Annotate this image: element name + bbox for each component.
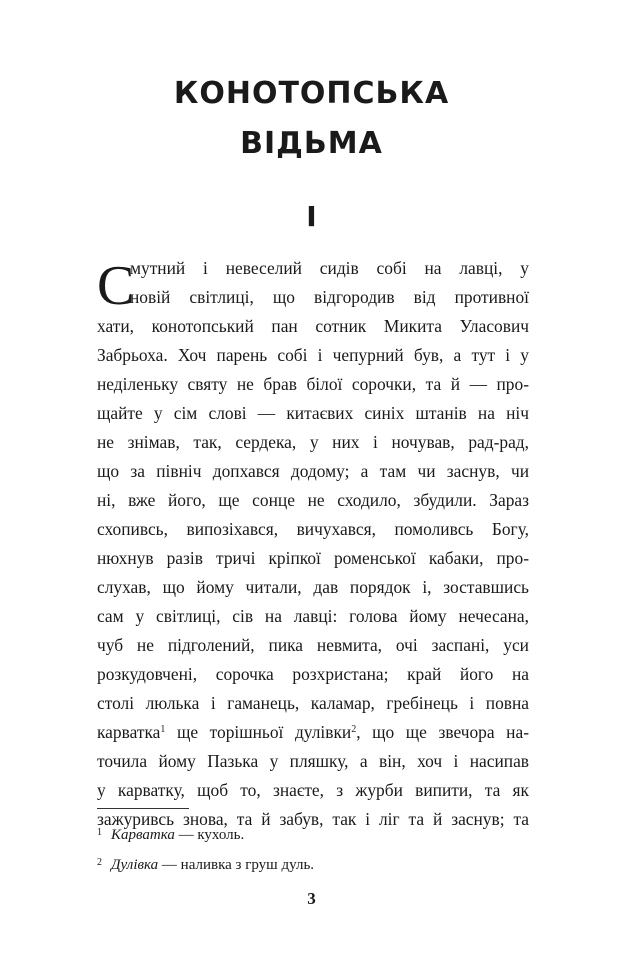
text-fragment: , що ще звечора на-	[356, 722, 529, 742]
text-line: слухав, що йому читали, дав порядок і, зоставшись	[97, 577, 529, 597]
footnote-divider	[97, 808, 189, 809]
body-text	[97, 254, 529, 834]
footnote-1	[97, 823, 244, 845]
text-fragment: ще торішньої дулівки	[176, 722, 352, 742]
text-line: Забрьоха. Хоч парень собі і чепурний був, а тут і у	[97, 345, 529, 365]
footnote-term: Карватка	[111, 827, 175, 843]
drop-cap: С	[97, 255, 135, 317]
footnote-ref-2[interactable]: 2	[351, 724, 357, 735]
title-line-1: КОНОТОПСЬКА	[173, 76, 450, 111]
text-line: щайте у сім слові — китаєвих синіх штанів на ніч	[97, 403, 529, 423]
footnote-text: — кухоль.	[174, 827, 245, 843]
footnote-number: 2	[97, 857, 102, 868]
footnote-term: Дулівка	[111, 857, 159, 873]
text-line-with-footnotes	[97, 718, 529, 747]
text-line: ні, вже його, ще сонце не сходило, збудили. Зараз	[97, 490, 529, 510]
text-line: точила йому Пазька у пляшку, а він, хоч і насипав	[97, 751, 529, 771]
footnote-text: — наливка з груш дуль.	[158, 857, 315, 873]
text-line: неділеньку святу не брав білої сорочки, та й — про-	[97, 374, 529, 394]
text-line: нюхнув разів тричі кріпкої роменської кабаки, про-	[97, 548, 529, 568]
text-line: зажуривсь знова, та й забув, так і ліг та й заснув; та	[97, 809, 529, 829]
text-line: не знімав, так, сердека, у них і ночував, рад-рад,	[97, 432, 529, 452]
text-line: столі люлька і гаманець, каламар, гребінець і повна	[97, 693, 529, 713]
title-line-2: ВІДЬМА	[240, 126, 383, 161]
footnote-number: 1	[97, 827, 102, 838]
page-number: 3	[307, 889, 316, 908]
text-line: новій світлиці, що відгородив від противної	[130, 287, 529, 307]
text-line: чуб не підголений, пика невмита, очі заспані, уси	[97, 635, 529, 655]
footnote-ref-1[interactable]: 1	[160, 724, 166, 735]
text-line: схопивсь, випозіхався, вичухався, помоливсь Богу,	[97, 519, 529, 539]
footnote-2	[97, 853, 314, 875]
text-fragment: карватка	[97, 722, 161, 742]
text-line: що за північ допхався додому; а там чи заснув, чи	[97, 461, 529, 481]
text-line: мутний і невеселий сидів собі на лавці, у	[130, 258, 529, 278]
text-line: хати, конотопський пан сотник Микита Уласович	[97, 316, 529, 336]
text-line: розкудовчені, сорочка розхристана; край його на	[97, 664, 529, 684]
text-line: у карватку, щоб то, знаєте, з журби випити, та як	[97, 780, 529, 800]
text-line: сам у світлиці, сів на лавці: голова йому нечесана,	[97, 606, 529, 626]
chapter-heading: I	[306, 200, 317, 233]
